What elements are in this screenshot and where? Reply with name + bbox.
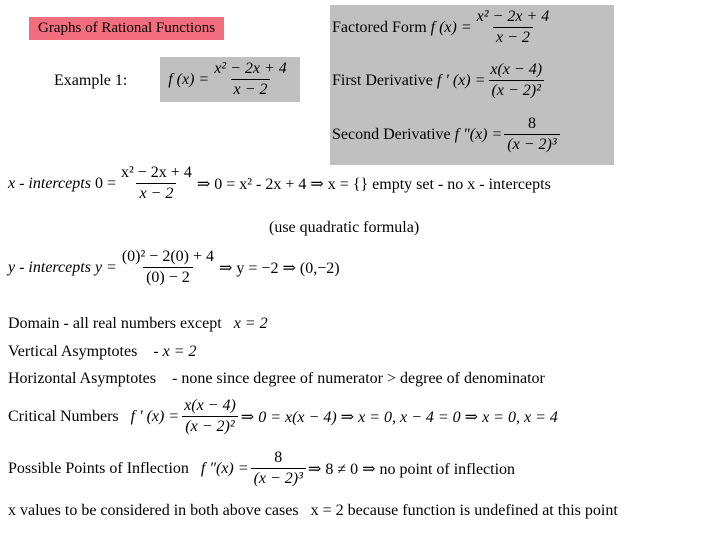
x-intercepts-result: ⇒ 0 = x² - 2x + 4 ⇒ x = {} empty set - no x - intercepts <box>196 175 551 193</box>
critical-numbers-numerator: x(x − 4) <box>184 397 236 414</box>
vertical-asymptotes-row <box>8 343 197 361</box>
first-derivative-numerator: x(x − 4) <box>490 61 543 78</box>
factored-form-label: Factored Form <box>332 18 427 36</box>
critical-numbers-lhs: f ′ (x) = <box>130 407 180 425</box>
x-intercepts-lhs: 0 = <box>94 174 116 192</box>
x-intercepts-fraction <box>118 164 195 203</box>
critical-numbers-denominator: (x − 2)² <box>182 416 237 436</box>
function-denominator: x − 2 <box>231 79 271 99</box>
function-fraction <box>211 60 290 99</box>
inflection-label: Possible Points of Inflection <box>8 459 189 477</box>
inflection-lhs: f ″(x) = <box>200 459 249 477</box>
inflection-denominator: (x − 2)³ <box>251 468 306 488</box>
factored-form-lhs: f (x) = <box>430 18 472 36</box>
inflection-result: ⇒ 8 ≠ 0 ⇒ no point of inflection <box>307 460 516 478</box>
footer-value: x = 2 because function is undefined at this point <box>310 502 618 519</box>
second-derivative-fraction <box>504 115 559 154</box>
domain-label: Domain - all real numbers except <box>8 315 222 332</box>
example-label: Example 1: <box>54 72 128 89</box>
vertical-asymptotes-value: - x = 2 <box>153 343 197 360</box>
x-intercepts-note: (use quadratic formula) <box>269 219 420 236</box>
x-intercepts-label: x - intercepts <box>8 174 91 192</box>
second-derivative-numerator: 8 <box>527 115 536 132</box>
horizontal-asymptotes-value: - none since degree of numerator > degree of denominator <box>171 370 545 387</box>
domain-value: x = 2 <box>233 315 268 332</box>
factored-form-numerator: x² − 2x + 4 <box>476 8 550 25</box>
inflection-numerator: 8 <box>274 449 283 466</box>
first-derivative-fraction <box>487 61 545 100</box>
y-intercepts-denominator: (0) − 2 <box>143 267 193 287</box>
footer-label: x values to be considered in both above cases <box>8 502 299 519</box>
factored-form-denominator: x − 2 <box>493 27 533 47</box>
factored-form-fraction <box>474 8 553 47</box>
function-lhs: f (x) = <box>168 70 210 88</box>
horizontal-asymptotes-row <box>8 370 545 388</box>
inflection-row <box>8 449 515 488</box>
y-intercepts-numerator: (0)² − 2(0) + 4 <box>121 248 214 265</box>
critical-numbers-result: ⇒ 0 = x(x − 4) ⇒ x = 0, x − 4 = 0 ⇒ x = 0, x = 4 <box>240 408 558 426</box>
x-intercepts-numerator: x² − 2x + 4 <box>120 164 192 181</box>
forms-box <box>330 5 614 165</box>
x-intercepts-denominator: x − 2 <box>136 183 176 203</box>
second-derivative-label: Second Derivative <box>332 125 451 143</box>
second-derivative-lhs: f ″(x) = <box>454 125 503 143</box>
domain-row <box>8 315 268 333</box>
critical-numbers-label: Critical Numbers <box>8 407 119 425</box>
page-title: Graphs of Rational Functions <box>29 17 224 40</box>
critical-numbers-row <box>8 397 558 436</box>
y-intercepts-row <box>8 248 340 287</box>
x-intercepts-row <box>8 164 551 203</box>
y-intercepts-fraction <box>119 248 217 287</box>
vertical-asymptotes-label: Vertical Asymptotes <box>8 343 138 360</box>
first-derivative-row <box>332 61 547 100</box>
second-derivative-denominator: (x − 2)³ <box>504 134 559 154</box>
function-numerator: x² − 2x + 4 <box>214 60 287 77</box>
critical-numbers-fraction <box>181 397 239 436</box>
horizontal-asymptotes-label: Horizontal Asymptotes <box>8 370 156 387</box>
y-intercepts-label: y - intercepts <box>8 258 91 276</box>
second-derivative-row <box>332 115 562 154</box>
factored-form-row <box>332 8 554 47</box>
y-intercepts-lhs: y = <box>94 258 117 276</box>
inflection-fraction <box>251 449 306 488</box>
example-function-box <box>160 57 300 102</box>
first-derivative-denominator: (x − 2)² <box>489 80 544 100</box>
first-derivative-label: First Derivative <box>332 71 433 89</box>
y-intercepts-result: ⇒ y = −2 ⇒ (0,−2) <box>219 259 340 277</box>
first-derivative-lhs: f ′ (x) = <box>436 71 486 89</box>
footer-row <box>8 502 618 520</box>
